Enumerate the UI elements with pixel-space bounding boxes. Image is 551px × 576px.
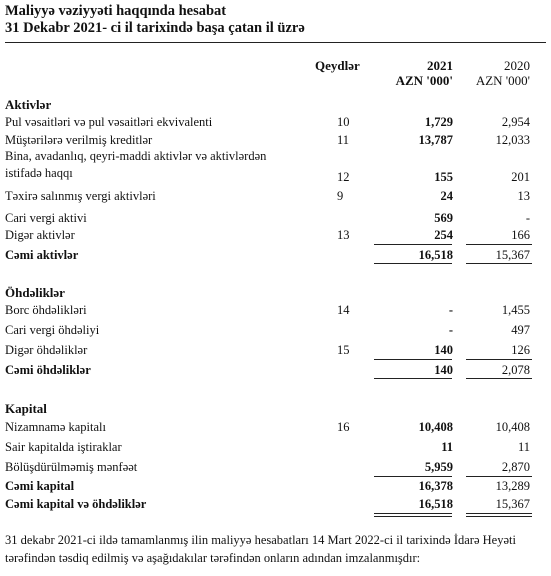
row-value-2020: 13 [517,189,530,203]
total-value-2020: 2,078 [501,363,530,377]
subtotal-rule [466,359,532,360]
total-value-2020: 15,367 [495,248,530,262]
row-value-2020: 1,455 [501,303,530,317]
row-value-2021: 11 [441,440,453,454]
row-value-2020: 126 [511,343,530,357]
row-label: Nizamnamə kapitalı [5,420,107,434]
report-period: 31 Dekabr 2021- ci il tarixində başa çatan il üzrə [5,20,305,36]
row-value-2020: 11 [517,440,530,454]
row-value-2020: 2,870 [501,460,530,474]
row-label: Cari vergi aktivi [5,211,87,225]
total-label: Cəmi aktivlər [5,248,79,262]
unit-2021-header: AZN '000' [395,73,453,88]
row-value-2021: 10,408 [418,420,453,434]
year-2020-header: 2020 [504,58,530,73]
total-label: Cəmi kapital [5,479,75,493]
row-note: 15 [337,343,350,357]
row-note: 9 [337,189,344,203]
row-label: Cari vergi öhdəliyi [5,323,100,337]
grand-total-double-rule [466,516,532,517]
row-label: Digər öhdəliklər [5,343,88,357]
row-value-2021: 5,959 [424,460,453,474]
row-value-2020: 12,033 [495,133,530,147]
row-value-2021: 13,787 [418,133,453,147]
notes-column-header: Qeydlər [315,58,360,73]
row-value-2021: 1,729 [424,115,453,129]
row-label: Borc öhdəlikləri [5,303,87,317]
section-heading-liabilities: Öhdəliklər [5,285,65,300]
row-note: 10 [337,115,350,129]
subtotal-rule [374,476,452,477]
row-label: Sair kapitalda iştiraklar [5,440,122,454]
row-label: Müştərilərə verilmiş kreditlər [5,133,153,147]
row-note: 16 [337,420,350,434]
row-value-2020: - [525,211,530,225]
row-value-2021: 569 [434,211,453,225]
subtotal-rule [466,476,532,477]
row-label: Bina, avadanlıq, qeyri-maddi aktivlər və aktivlərdən [5,149,267,163]
row-value-2020: 10,408 [495,420,530,434]
grand-total-rule [374,513,452,514]
subtotal-rule [466,244,532,245]
approval-statement: 31 dekabr 2021-ci ildə tamamlanmış ilin maliyyə hesabatları 14 Mart 2022-ci il tarixində İdarə Heyəti tərəfindən təsdiq edilmiş və aşağıdakılar tərəfindən onların adından imzalanmışdır: [5,533,516,565]
total-value-2020: 13,289 [495,479,530,493]
row-value-2020: 166 [511,228,530,242]
row-label: Təxirə salınmış vergi aktivləri [5,189,156,203]
section-heading-assets: Aktivlər [5,97,52,112]
unit-2020-header: AZN '000' [475,73,530,88]
total-label: Cəmi öhdəliklər [5,363,91,377]
row-value-2021: 254 [434,228,453,242]
grand-total-label: Cəmi kapital və öhdəliklər [5,497,147,511]
total-rule [374,378,452,379]
header-divider [5,42,546,43]
grand-total-value-2021: 16,518 [418,497,453,511]
total-rule [466,263,532,264]
row-value-2021: - [448,303,453,317]
row-value-2021: 155 [434,170,453,184]
grand-total-rule [466,513,532,514]
row-label: Pul vəsaitləri və pul vəsaitləri ekvivalenti [5,115,213,129]
row-value-2020: 2,954 [501,115,530,129]
row-note: 14 [337,303,350,317]
section-heading-equity: Kapital [5,401,47,416]
row-value-2020: 497 [511,323,530,337]
total-value-2021: 140 [434,363,453,377]
row-value-2021: 24 [440,189,453,203]
total-value-2021: 16,378 [418,479,453,493]
row-value-2021: 140 [434,343,453,357]
grand-total-value-2020: 15,367 [495,497,530,511]
total-rule [374,263,452,264]
row-note: 11 [337,133,350,147]
row-label: Bölüşdürülməmiş mənfəət [5,460,138,474]
grand-total-double-rule [374,516,452,517]
row-value-2020: 201 [511,170,530,184]
row-label: Digər aktivlər [5,228,75,242]
row-note: 13 [337,228,350,242]
row-value-2021: - [448,323,453,337]
report-title: Maliyyə vəziyyəti haqqında hesabat [5,3,227,19]
total-rule [466,378,532,379]
year-2021-header: 2021 [427,58,453,73]
row-label-continued: istifadə haqqı [5,166,73,180]
subtotal-rule [374,244,452,245]
subtotal-rule [374,359,452,360]
row-note: 12 [337,170,350,184]
total-value-2021: 16,518 [418,248,453,262]
